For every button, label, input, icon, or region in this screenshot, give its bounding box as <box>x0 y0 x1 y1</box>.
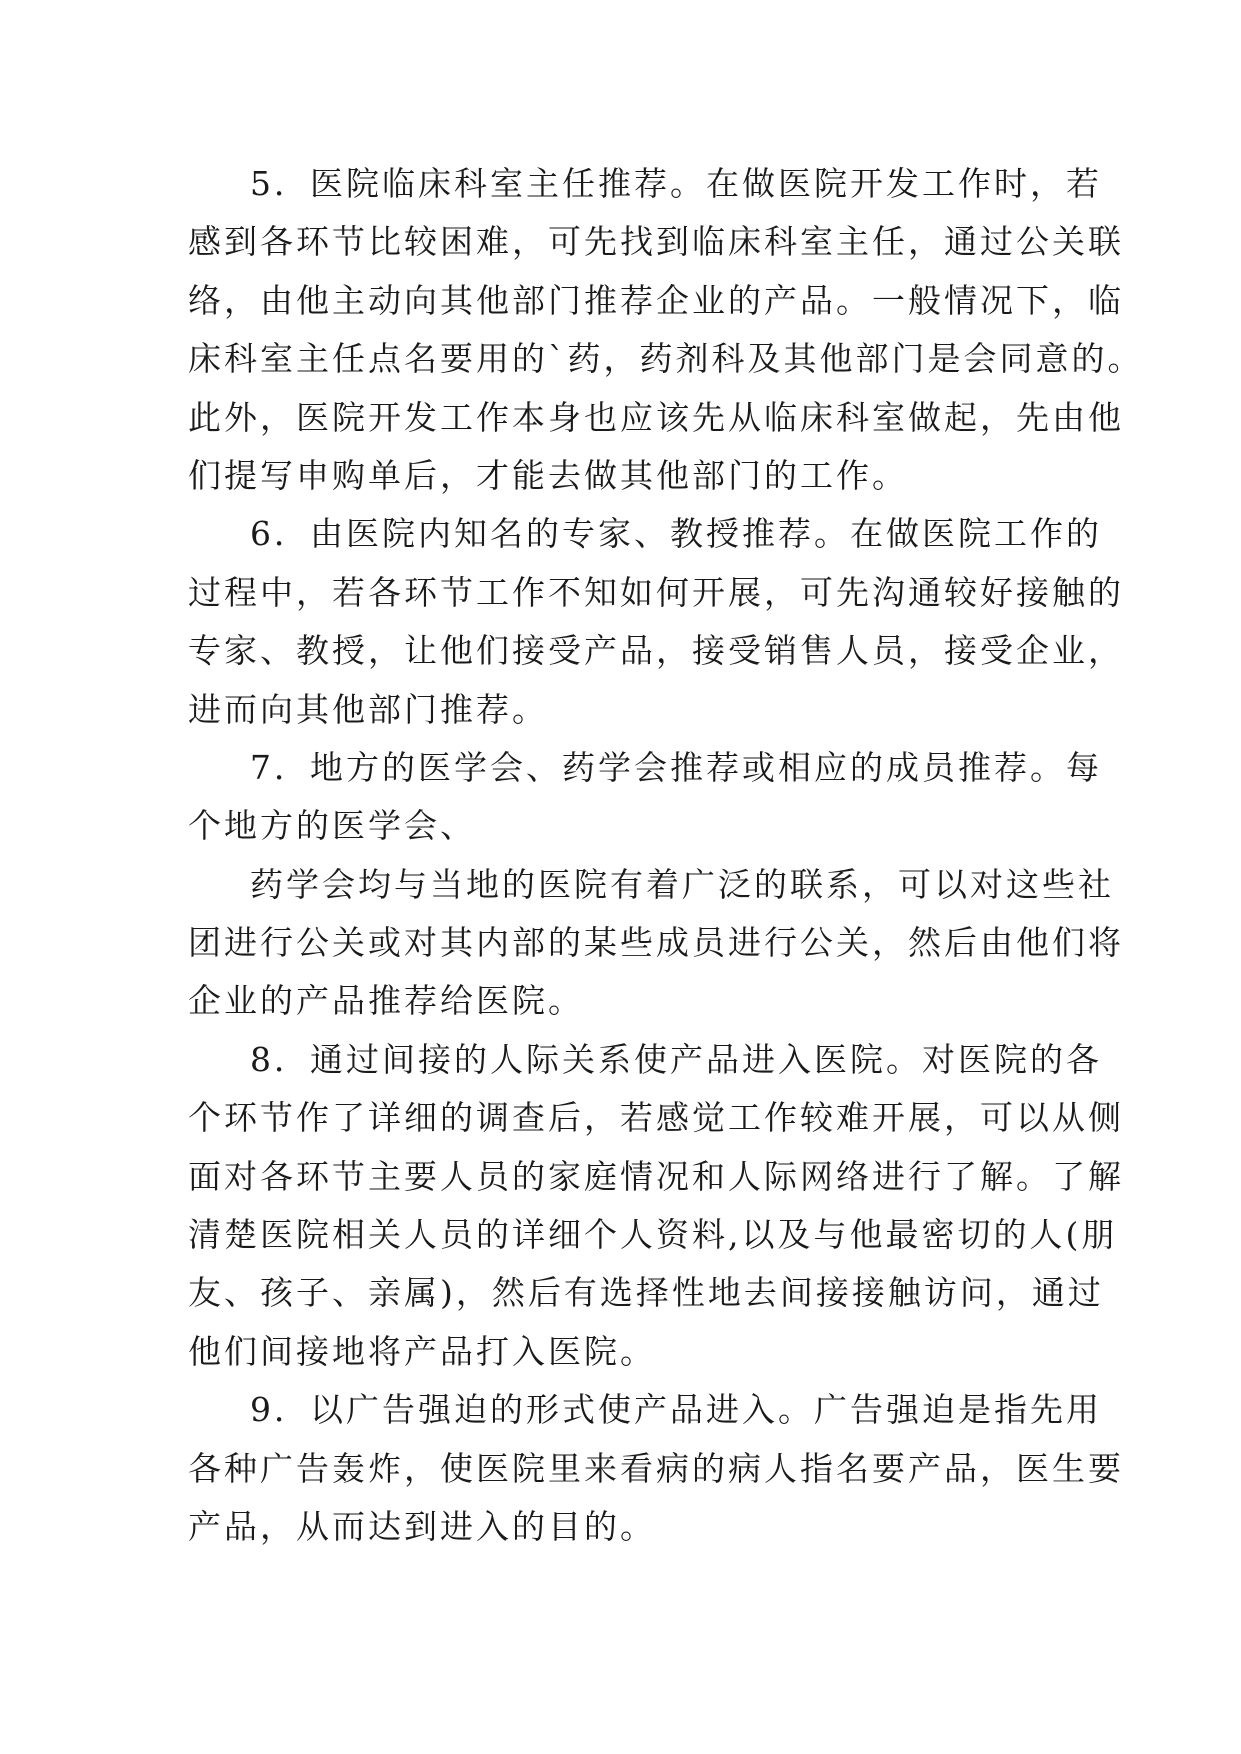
text-line: 友、孩子、亲属)，然后有选择性地去间接接触访问，通过 <box>188 1273 1104 1313</box>
text-line: 6．由医院内知名的专家、教授推荐。在做医院工作的 <box>250 514 1102 554</box>
text-line: 专家、教授，让他们接受产品，接受销售人员，接受企业， <box>188 631 1124 671</box>
text-line: 络，由他主动向其他部门推荐企业的产品。一般情况下，临 <box>188 280 1124 320</box>
text-line: 产品，从而达到进入的目的。 <box>188 1506 656 1546</box>
text-line: 感到各环节比较困难，可先找到临床科室主任，通过公关联 <box>188 222 1124 262</box>
text-line: 此外，医院开发工作本身也应该先从临床科室做起，先由他 <box>188 397 1124 437</box>
text-line: 团进行公关或对其内部的某些成员进行公关，然后由他们将 <box>188 923 1124 963</box>
text-line: 面对各环节主要人员的家庭情况和人际网络进行了解。了解 <box>188 1156 1124 1196</box>
document-body <box>188 155 1144 1556</box>
text-line: 个地方的医学会、 <box>188 806 476 846</box>
text-line: 8．通过间接的人际关系使产品进入医院。对医院的各 <box>250 1039 1102 1079</box>
text-line: 药学会均与当地的医院有着广泛的联系，可以对这些社 <box>250 864 1114 904</box>
text-line: 5．医院临床科室主任推荐。在做医院开发工作时，若 <box>250 164 1102 203</box>
text-line: 个环节作了详细的调查后，若感觉工作较难开展，可以从侧 <box>188 1098 1124 1138</box>
text-line: 床科室主任点名要用的`药，药剂科及其他部门是会同意的。 <box>188 339 1144 379</box>
text-line: 进而向其他部门推荐。 <box>188 689 548 729</box>
text-line: 们提写申购单后，才能去做其他部门的工作。 <box>188 455 908 495</box>
text-line: 清楚医院相关人员的详细个人资料,以及与他最密切的人(朋 <box>188 1215 1118 1255</box>
text-line: 他们间接地将产品打入医院。 <box>188 1331 656 1371</box>
text-line: 7．地方的医学会、药学会推荐或相应的成员推荐。每 <box>250 747 1102 787</box>
text-line: 各种广告轰炸，使医院里来看病的病人指名要产品，医生要 <box>188 1448 1124 1488</box>
text-line: 企业的产品推荐给医院。 <box>188 981 584 1021</box>
text-line: 过程中，若各环节工作不知如何开展，可先沟通较好接触的 <box>188 572 1124 612</box>
text-line: 9．以广告强迫的形式使产品进入。广告强迫是指先用 <box>250 1390 1102 1430</box>
